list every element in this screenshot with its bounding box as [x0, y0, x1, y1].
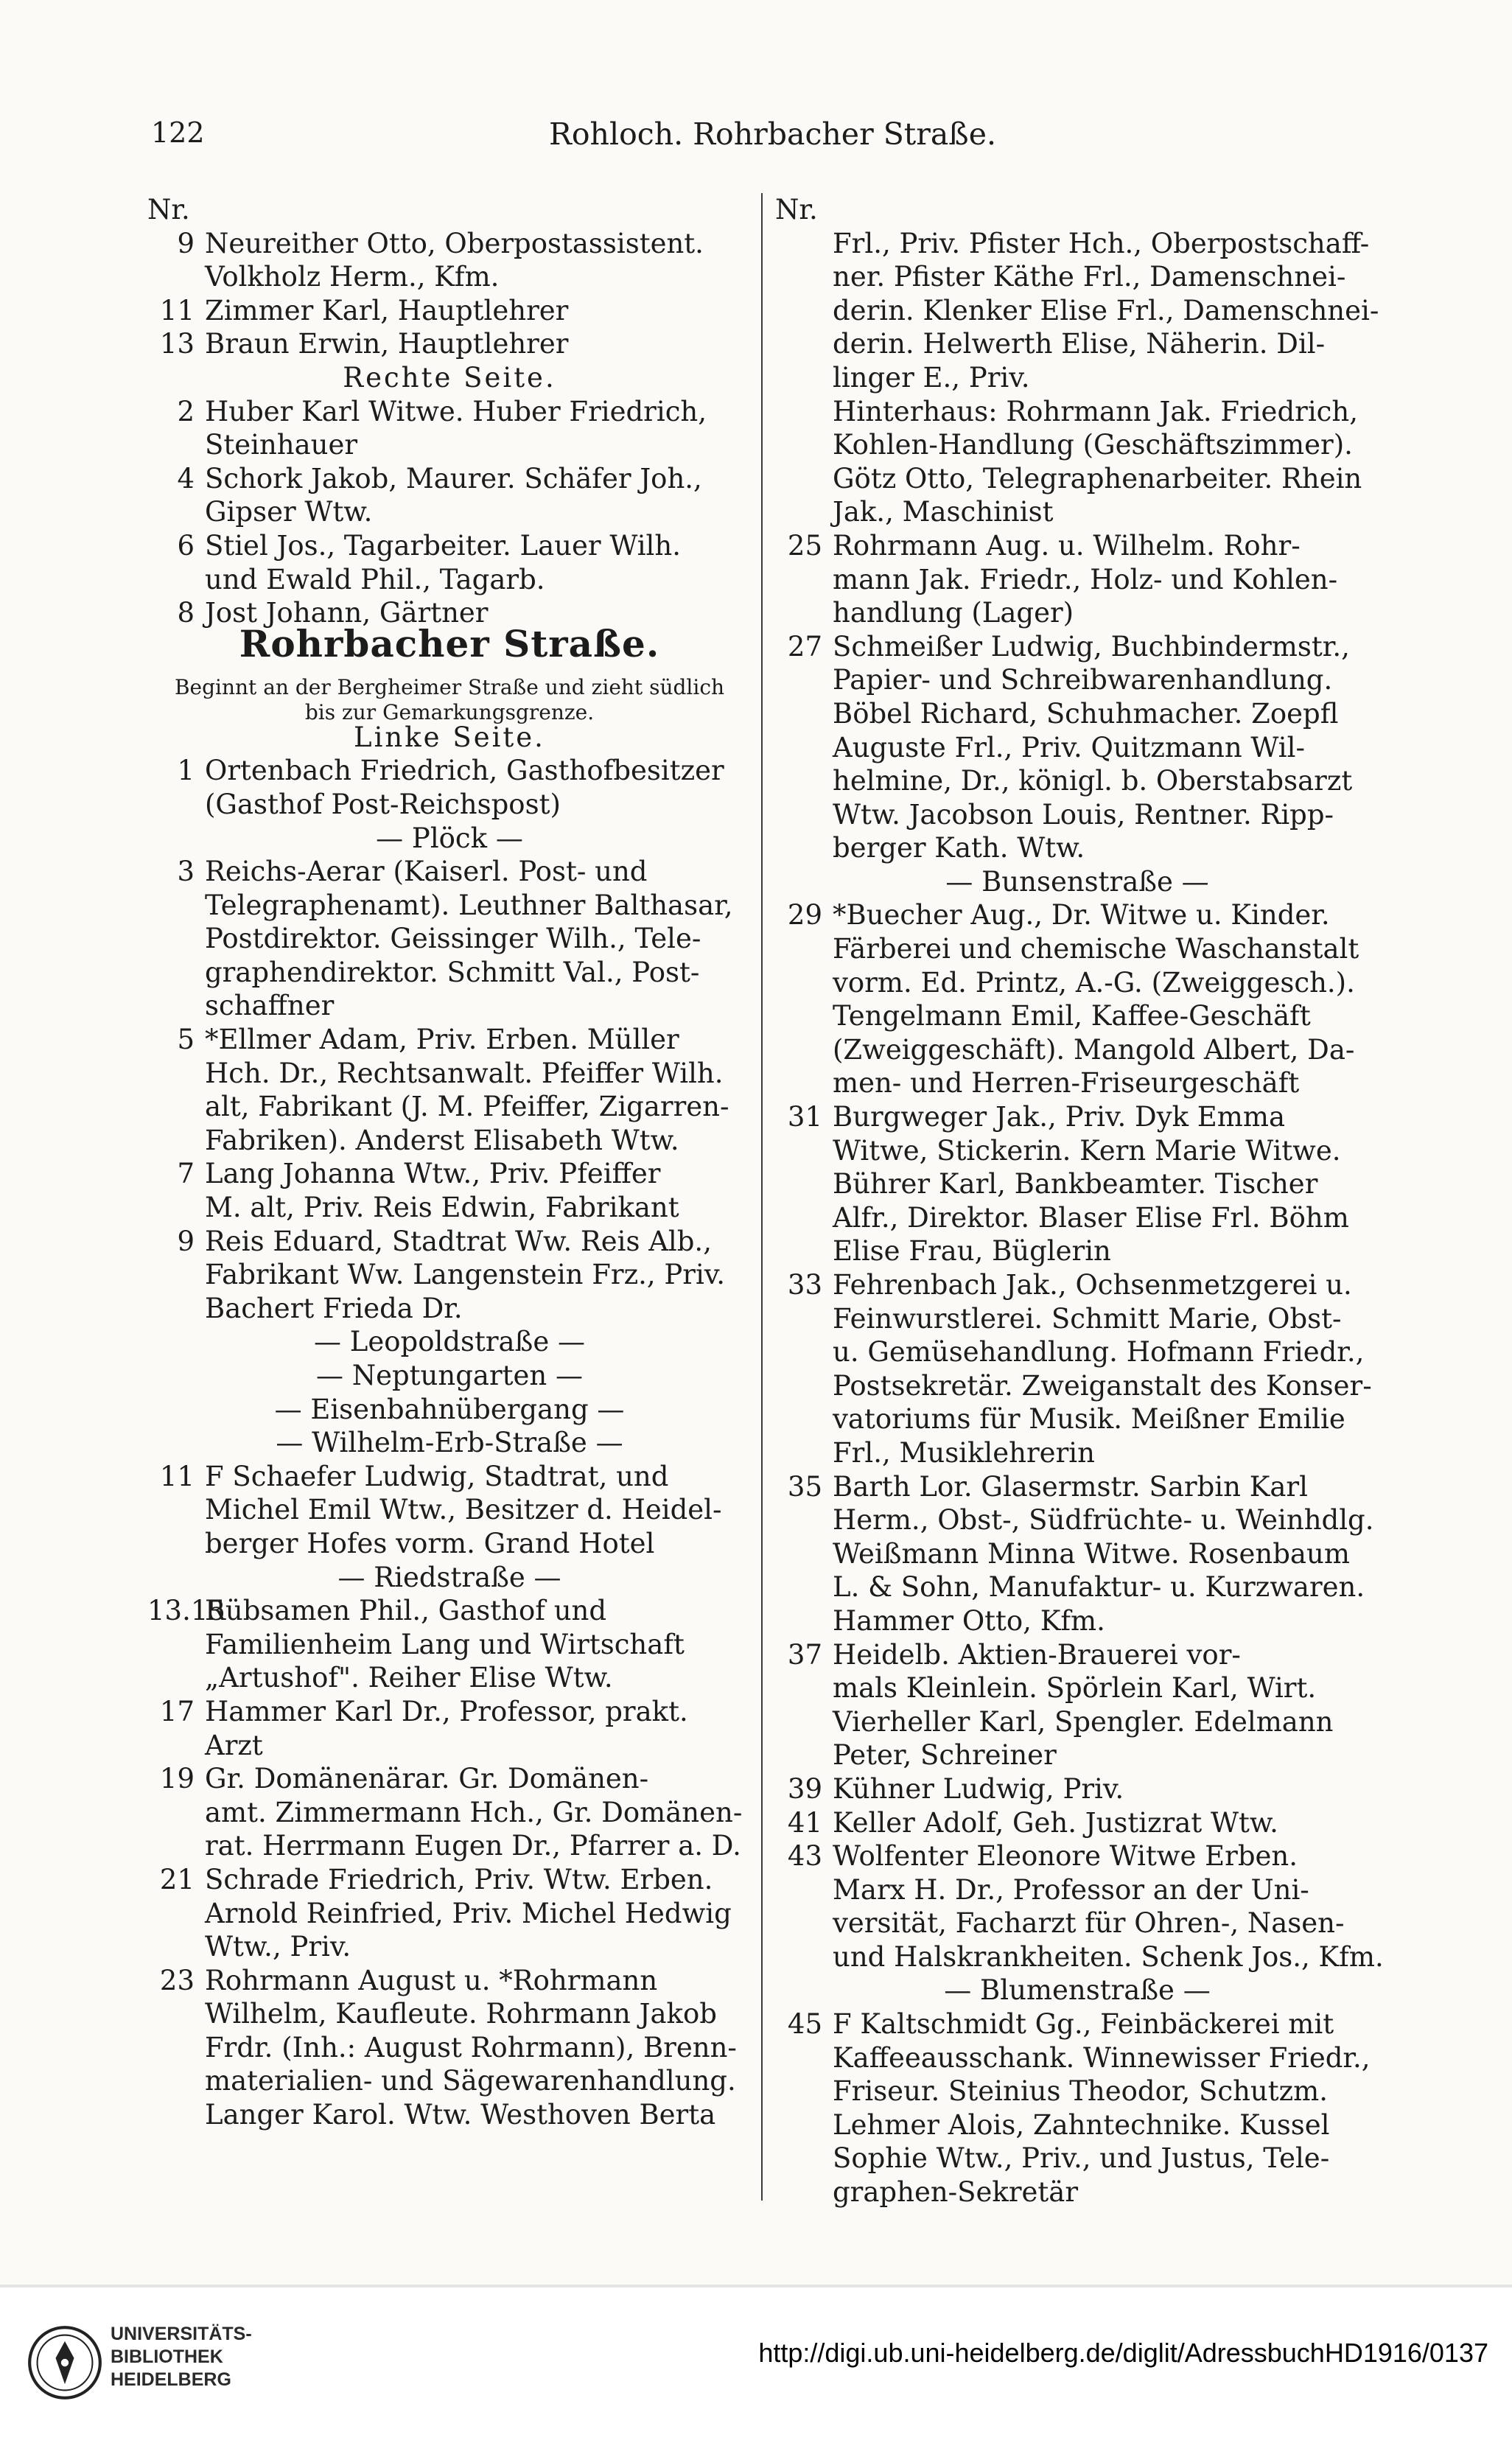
directory-entry-line: [147, 1527, 752, 1561]
directory-entry-line: [775, 1570, 1379, 1604]
directory-entry-line: [775, 2007, 1379, 2041]
entry-text: Wilhelm, Kaufleute. Rohrmann Jakob: [205, 1998, 717, 2030]
directory-entry-line: [775, 596, 1379, 630]
directory-entry-line: [147, 1023, 752, 1057]
cross-street-text: — Eisenbahnübergang —: [274, 1393, 625, 1425]
entry-text: schaffner: [205, 990, 335, 1022]
directory-entry-line: [775, 1033, 1379, 1067]
house-number: 17: [159, 1695, 195, 1727]
house-number: 25: [787, 529, 822, 562]
entry-text: versität, Facharzt für Ohren-, Nasen-: [833, 1907, 1345, 1940]
house-number: 41: [787, 1806, 822, 1839]
directory-entry-line: [775, 1906, 1379, 1940]
directory-entry-line: [775, 1335, 1379, 1369]
heading-text: Nr.: [775, 194, 818, 226]
entry-text: und Ewald Phil., Tagarb.: [205, 563, 545, 595]
entry-text: mann Jak. Friedr., Holz- und Kohlen-: [833, 563, 1338, 595]
entry-text: materialien- und Sägewarenhandlung.: [205, 2065, 736, 2097]
entry-text: amt. Zimmermann Hch., Gr. Domänen-: [205, 1796, 743, 1828]
entry-text: Peter, Schreiner: [833, 1739, 1057, 1772]
directory-entry-line: [775, 2075, 1379, 2108]
directory-entry-line: [775, 462, 1379, 496]
library-name: [111, 2323, 252, 2391]
entry-text: Wtw., Priv.: [205, 1931, 351, 1963]
directory-entry-line: [775, 966, 1379, 1000]
entry-text: Fabriken). Anderst Elisabeth Wtw.: [205, 1124, 679, 1156]
entry-text: Huber Karl Witwe. Huber Friedrich,: [205, 395, 707, 427]
entry-text: Wolfenter Eleonore Witwe Erben.: [833, 1840, 1298, 1873]
entry-text: Keller Adolf, Geh. Justizrat Wtw.: [833, 1806, 1278, 1839]
house-number: 11: [159, 1460, 195, 1492]
entry-text: (Zweiggeschäft). Mangold Albert, Da-: [833, 1033, 1355, 1066]
entry-text: Schrade Friedrich, Priv. Wtw. Erben.: [205, 1863, 713, 1895]
directory-entry-line: [147, 922, 752, 956]
directory-entry-line: [775, 630, 1379, 664]
directory-entry-line: [147, 2098, 752, 2132]
directory-entry-line: [775, 663, 1379, 697]
directory-entry-line: [775, 1167, 1379, 1201]
entry-text: alt, Fabrikant (J. M. Pfeiffer, Zigarren-: [205, 1091, 729, 1123]
directory-entry-line: [147, 2031, 752, 2065]
entry-text: Michel Emil Wtw., Besitzer d. Heidel-: [205, 1494, 722, 1526]
directory-entry-line: [775, 999, 1379, 1033]
entry-text: Steinhauer: [205, 429, 358, 461]
entry-text: handlung (Lager): [833, 597, 1074, 629]
cross-street: [147, 1359, 752, 1393]
left-column: [147, 193, 752, 2132]
entry-text: Gr. Domänenärar. Gr. Domänen-: [205, 1763, 649, 1795]
directory-entry-line: [147, 495, 752, 529]
entry-text: Herm., Obst-, Südfrüchte- u. Weinhdlg.: [833, 1504, 1374, 1537]
house-number: 9: [177, 1225, 195, 1257]
entry-text: Frl., Priv. Pfister Hch., Oberpostschaff-: [833, 227, 1370, 259]
entry-text: Bührer Karl, Bankbeamter. Tischer: [833, 1168, 1318, 1200]
street-title-text: Rohrbacher Straße.: [239, 621, 660, 665]
house-number: 21: [159, 1863, 195, 1895]
entry-text: Marx H. Dr., Professor an der Uni-: [833, 1873, 1309, 1906]
entry-text: ner. Pfister Käthe Frl., Damenschnei-: [833, 261, 1346, 293]
entry-text: Volkholz Herm., Kfm.: [205, 261, 500, 293]
directory-entry-line: [147, 889, 752, 923]
entry-text: men- und Herren-Friseurgeschäft: [833, 1067, 1300, 1100]
cross-street: [775, 865, 1379, 899]
entry-text: Postsekretär. Zweiganstalt des Konser-: [833, 1369, 1372, 1402]
entry-text: Weißmann Minna Witwe. Rosenbaum: [833, 1537, 1350, 1570]
house-number: 33: [787, 1269, 822, 1301]
house-number: 45: [787, 2008, 822, 2041]
entry-text: Kohlen-Handlung (Geschäftszimmer).: [833, 429, 1353, 461]
directory-entry-line: [775, 1134, 1379, 1168]
house-number: 13.15: [147, 1595, 225, 1627]
directory-entry-line: [775, 798, 1379, 832]
column-divider: [761, 193, 763, 2201]
street-description-text: Beginnt an der Bergheimer Straße und zieht südlich: [174, 674, 725, 699]
house-number: 11: [159, 294, 195, 326]
directory-entry-line: [775, 1738, 1379, 1772]
library-name-line: HEIDELBERG: [111, 2369, 231, 2390]
directory-entry-line: [775, 2142, 1379, 2175]
cross-street-text: — Plöck —: [376, 822, 523, 854]
directory-entry-line: [775, 1470, 1379, 1504]
entry-text: Arnold Reinfried, Priv. Michel Hedwig: [205, 1897, 732, 1929]
directory-entry-line: [775, 1537, 1379, 1571]
directory-entry-line: [147, 1829, 752, 1863]
entry-text: mals Kleinlein. Spörlein Karl, Wirt.: [833, 1672, 1317, 1705]
directory-entry-line: [147, 1090, 752, 1124]
footer-bar: [0, 2285, 1512, 2457]
directory-entry-line: [775, 1100, 1379, 1134]
directory-entry-line: [775, 2175, 1379, 2209]
entry-text: vatoriums für Musik. Meißner Emilie: [833, 1403, 1345, 1436]
entry-text: Elise Frau, Büglerin: [833, 1235, 1111, 1268]
directory-entry-line: [775, 260, 1379, 294]
entry-text: Färberei und chemische Waschanstalt: [833, 933, 1359, 965]
entry-text: graphendirektor. Schmitt Val., Post-: [205, 956, 700, 988]
cross-street-text: — Neptungarten —: [315, 1360, 584, 1391]
entry-text: Hammer Karl Dr., Professor, prakt.: [205, 1695, 688, 1727]
house-number: 39: [787, 1772, 822, 1805]
entry-text: helmine, Dr., königl. b. Oberstabsarzt: [833, 765, 1353, 797]
right-column: [775, 193, 1384, 2209]
street-description: [147, 671, 752, 699]
directory-entry-line: [147, 1930, 752, 1964]
directory-entry-line: [147, 1796, 752, 1830]
directory-entry-line: [775, 1940, 1384, 1974]
cross-street: [147, 1393, 752, 1427]
cross-street: [147, 1561, 752, 1595]
entry-text: Reis Eduard, Stadtrat Ww. Reis Alb.,: [205, 1225, 712, 1257]
entry-text: Burgweger Jak., Priv. Dyk Emma: [833, 1101, 1286, 1133]
directory-entry-line: [147, 1964, 752, 1998]
directory-entry-line: [775, 1772, 1379, 1806]
directory-entry-line: [775, 1705, 1379, 1739]
side-heading-text: Rechte Seite.: [343, 361, 556, 394]
entry-text: Hammer Otto, Kfm.: [833, 1604, 1105, 1637]
page-header: [151, 103, 1359, 155]
directory-entry-line: [775, 294, 1379, 328]
directory-entry-line: [775, 1234, 1379, 1268]
directory-entry-line: [147, 1157, 752, 1191]
number-column-heading: [775, 193, 1379, 227]
directory-entry-line: [775, 1369, 1379, 1403]
entry-text: Stiel Jos., Tagarbeiter. Lauer Wilh.: [205, 529, 681, 562]
directory-entry-line: [775, 697, 1379, 731]
directory-entry-line: [147, 1292, 752, 1326]
directory-entry-line: [775, 1839, 1379, 1873]
entry-text: Langer Karol. Wtw. Westhoven Berta: [205, 2099, 716, 2131]
directory-entry-line: [775, 1436, 1379, 1470]
house-number: 6: [177, 529, 195, 562]
directory-entry-line: [775, 898, 1379, 932]
entry-text: berger Hofes vorm. Grand Hotel: [205, 1527, 655, 1559]
entry-text: Böbel Richard, Schuhmacher. Zoepfl: [833, 697, 1339, 730]
entry-text: Postdirektor. Geissinger Wilh., Tele-: [205, 923, 701, 955]
directory-entry-line: [147, 395, 752, 429]
side-heading: [147, 721, 752, 755]
entry-text: Feinwurstlerei. Schmitt Marie, Obst-: [833, 1302, 1342, 1335]
directory-entry-line: [775, 227, 1379, 261]
directory-entry-line: [775, 1503, 1379, 1537]
entry-text: Ortenbach Friedrich, Gasthofbesitzer: [205, 755, 724, 787]
directory-entry-line: [775, 495, 1379, 529]
cross-street-text: — Wilhelm-Erb-Straße —: [276, 1427, 623, 1459]
entry-text: Alfr., Direktor. Blaser Elise Frl. Böhm: [833, 1201, 1349, 1234]
entry-text: Hinterhaus: Rohrmann Jak. Friedrich,: [833, 395, 1358, 427]
entry-text: Gipser Wtw.: [205, 496, 373, 528]
entry-text: Zimmer Karl, Hauptlehrer: [205, 294, 569, 326]
source-url-link[interactable]: http://digi.ub.uni-heidelberg.de/diglit/AdressbuchHD1916/0137: [758, 2338, 1488, 2368]
directory-entry-line: [147, 1997, 752, 2031]
directory-entry-line: [147, 294, 752, 328]
entry-text: Frdr. (Inh.: August Rohrmann), Brenn-: [205, 2031, 737, 2063]
entry-text: Bachert Frieda Dr.: [205, 1292, 463, 1324]
entry-text: Schork Jakob, Maurer. Schäfer Joh.,: [205, 462, 702, 494]
house-number: 35: [787, 1470, 822, 1503]
directory-entry-line: [775, 1201, 1379, 1235]
entry-text: Götz Otto, Telegraphenarbeiter. Rhein: [833, 462, 1362, 494]
directory-entry-line: [775, 327, 1379, 361]
entry-text: Frl., Musiklehrerin: [833, 1436, 1095, 1469]
directory-entry-line: [775, 2108, 1379, 2142]
directory-entry-line: [775, 731, 1379, 765]
entry-text: u. Gemüsehandlung. Hofmann Friedr.,: [833, 1336, 1365, 1369]
entry-text: (Gasthof Post-Reichspost): [205, 788, 561, 820]
directory-entry-line: [775, 563, 1379, 597]
house-number: 8: [177, 597, 195, 629]
house-number: 1: [177, 755, 195, 787]
house-number: 23: [159, 1964, 195, 1996]
directory-entry-line: [147, 327, 752, 361]
cross-street-text: — Leopoldstraße —: [314, 1326, 585, 1358]
entry-text: Schmeißer Ludwig, Buchbindermstr.,: [833, 630, 1350, 663]
page-number: 122: [151, 116, 205, 149]
directory-entry-line: [147, 563, 752, 597]
directory-entry-line: [147, 855, 752, 889]
street-description-text: bis zur Gemarkungsgrenze.: [304, 699, 595, 724]
house-number: 29: [787, 899, 822, 932]
entry-text: rat. Herrmann Eugen Dr., Pfarrer a. D.: [205, 1830, 741, 1862]
side-heading-text: Linke Seite.: [354, 721, 545, 753]
entry-text: Auguste Frl., Priv. Quitzmann Wil-: [833, 731, 1305, 763]
house-number: 9: [177, 227, 195, 259]
house-number: 31: [787, 1101, 822, 1133]
directory-entry-line: [147, 428, 752, 462]
directory-entry-line: [775, 529, 1379, 563]
cross-street: [147, 822, 752, 856]
directory-entry-line: [147, 1493, 752, 1527]
entry-text: Lang Johanna Wtw., Priv. Pfeiffer: [205, 1158, 661, 1190]
directory-entry-line: [147, 529, 752, 563]
directory-entry-line: [775, 932, 1379, 966]
directory-entry-line: [147, 1057, 752, 1091]
house-number: 7: [177, 1158, 195, 1190]
entry-text: Neureither Otto, Oberpostassistent.: [205, 227, 704, 259]
house-number: 13: [159, 328, 195, 360]
directory-entry-line: [147, 227, 752, 261]
house-number: 2: [177, 395, 195, 427]
directory-entry-line: [147, 1729, 752, 1763]
directory-entry-line: [775, 1806, 1379, 1840]
entry-text: Reichs-Aerar (Kaiserl. Post- und: [205, 856, 648, 888]
entry-text: Telegraphenamt). Leuthner Balthasar,: [205, 889, 733, 921]
directory-entry-line: [147, 754, 752, 788]
cross-street: [147, 1426, 752, 1460]
house-number: 4: [177, 462, 195, 494]
cross-street-text: — Riedstraße —: [337, 1561, 561, 1593]
entry-text: Friseur. Steinius Theodor, Schutzm.: [833, 2075, 1328, 2108]
entry-text: berger Kath. Wtw.: [833, 832, 1085, 864]
cross-street: [147, 1325, 752, 1359]
entry-text: graphen-Sekretär: [833, 2176, 1079, 2209]
directory-entry-line: [775, 1671, 1379, 1705]
entry-text: F Kaltschmidt Gg., Feinbäckerei mit: [833, 2008, 1334, 2041]
house-number: 5: [177, 1024, 195, 1056]
directory-entry-line: [775, 2041, 1379, 2075]
entry-text: Jost Johann, Gärtner: [205, 597, 489, 629]
directory-entry-line: [147, 1863, 752, 1897]
entry-text: Barth Lor. Glasermstr. Sarbin Karl: [833, 1470, 1308, 1503]
directory-entry-line: [775, 361, 1379, 395]
street-title: [147, 621, 752, 671]
house-number: 43: [787, 1840, 822, 1873]
entry-text: Hch. Dr., Rechtsanwalt. Pfeiffer Wilh.: [205, 1057, 724, 1089]
entry-text: und Halskrankheiten. Schenk Jos., Kfm.: [833, 1940, 1384, 1973]
entry-text: Familienheim Lang und Wirtschaft: [205, 1628, 685, 1660]
directory-entry-line: [775, 1873, 1379, 1907]
entry-text: Fehrenbach Jak., Ochsenmetzgerei u.: [833, 1269, 1352, 1301]
entry-text: Lehmer Alois, Zahntechnike. Kussel: [833, 2108, 1330, 2141]
entry-text: M. alt, Priv. Reis Edwin, Fabrikant: [205, 1192, 679, 1224]
directory-entry-line: [775, 428, 1379, 462]
university-seal-icon: [27, 2324, 103, 2401]
directory-entry-line: [147, 1762, 752, 1796]
directory-entry-line: [775, 1638, 1379, 1672]
entry-text: Jak., Maschinist: [833, 496, 1054, 528]
entry-text: Witwe, Stickerin. Kern Marie Witwe.: [833, 1134, 1341, 1167]
directory-entry-line: [147, 1628, 752, 1662]
directory-entry-line: [147, 1661, 752, 1695]
directory-entry-line: [775, 1066, 1379, 1100]
entry-text: L. & Sohn, Manufaktur- u. Kurzwaren.: [833, 1571, 1365, 1604]
directory-entry-line: [147, 1258, 752, 1292]
entry-text: linger E., Priv.: [833, 361, 1030, 394]
directory-entry-line: [147, 1594, 752, 1628]
entry-text: Fabrikant Ww. Langenstein Frz., Priv.: [205, 1259, 726, 1291]
directory-entry-line: [147, 1191, 752, 1225]
house-number: 37: [787, 1638, 822, 1671]
entry-text: Rohrmann August u. *Rohrmann: [205, 1964, 658, 1996]
house-number: 27: [787, 630, 822, 663]
entry-text: Tengelmann Emil, Kaffee-Geschäft: [833, 1000, 1311, 1032]
entry-text: Kühner Ludwig, Priv.: [833, 1772, 1124, 1805]
entry-text: Heidelb. Aktien-Brauerei vor-: [833, 1638, 1241, 1671]
entry-text: derin. Klenker Elise Frl., Damenschnei-: [833, 294, 1379, 326]
entry-text: F Schaefer Ludwig, Stadtrat, und: [205, 1460, 669, 1492]
directory-entry-line: [775, 395, 1379, 429]
entry-text: Rohrmann Aug. u. Wilhelm. Rohr-: [833, 529, 1301, 562]
side-heading: [147, 361, 752, 395]
directory-entry-line: [147, 260, 752, 294]
directory-entry-line: [147, 1460, 752, 1494]
directory-entry-line: [147, 956, 752, 990]
running-title: Rohloch. Rohrbacher Straße.: [549, 116, 996, 152]
entry-text: „Artushof". Reiher Elise Wtw.: [205, 1662, 613, 1694]
entry-text: Rübsamen Phil., Gasthof und: [205, 1595, 607, 1627]
entry-text: Wtw. Jacobson Louis, Rentner. Ripp-: [833, 798, 1334, 831]
entry-text: *Ellmer Adam, Priv. Erben. Müller: [205, 1024, 679, 1056]
entry-text: Papier- und Schreibwarenhandlung.: [833, 664, 1333, 696]
directory-entry-line: [147, 462, 752, 496]
directory-entry-line: [775, 1604, 1379, 1638]
cross-street-text: — Bunsenstraße —: [945, 865, 1209, 898]
directory-entry-line: [775, 1402, 1379, 1436]
number-column-heading: [147, 193, 752, 227]
directory-entry-line: [147, 2064, 752, 2098]
entry-text: *Buecher Aug., Dr. Witwe u. Kinder.: [833, 899, 1330, 932]
cross-street: [775, 1974, 1379, 2007]
directory-entry-line: [775, 831, 1379, 865]
entry-text: Vierheller Karl, Spengler. Edelmann: [833, 1705, 1334, 1738]
street-description: [147, 696, 752, 724]
directory-entry-line: [147, 788, 752, 822]
library-name-line: BIBLIOTHEK: [111, 2346, 223, 2367]
entry-text: vorm. Ed. Printz, A.-G. (Zweiggesch.).: [833, 966, 1355, 999]
entry-text: Sophie Wtw., Priv., und Justus, Tele-: [833, 2142, 1330, 2175]
entry-text: Braun Erwin, Hauptlehrer: [205, 328, 569, 360]
directory-entry-line: [147, 1225, 752, 1259]
entry-text: Kaffeeausschank. Winnewisser Friedr.,: [833, 2041, 1371, 2074]
library-name-line: UNIVERSITÄTS-: [111, 2324, 252, 2344]
entry-text: Arzt: [205, 1729, 263, 1761]
entry-text: derin. Helwerth Elise, Näherin. Dil-: [833, 328, 1326, 360]
cross-street-text: — Blumenstraße —: [944, 1974, 1211, 2007]
directory-entry-line: [775, 1302, 1379, 1336]
directory-entry-line: [775, 1268, 1379, 1302]
directory-entry-line: [147, 1695, 752, 1729]
directory-entry-line: [147, 989, 752, 1023]
directory-entry-line: [147, 1124, 752, 1158]
house-number: 3: [177, 856, 195, 888]
directory-entry-line: [147, 1897, 752, 1931]
house-number: 19: [159, 1763, 195, 1795]
heading-text: Nr.: [147, 194, 190, 226]
directory-entry-line: [775, 764, 1379, 798]
